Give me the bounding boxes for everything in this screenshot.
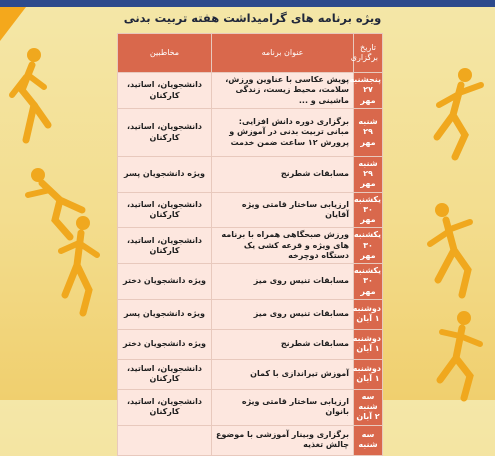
row-date: دوشنبه ۱ آبان <box>354 299 383 329</box>
schedule-table-container <box>117 33 383 450</box>
row-title: ارزیابی ساختار قامتی ویژه بانوان <box>212 389 354 425</box>
athlete-figure-right-top <box>425 65 490 160</box>
row-audience: دانشجویان، اساتید، کارکنان <box>118 109 212 157</box>
table-row <box>118 73 383 109</box>
row-audience <box>118 425 212 455</box>
athlete-figure-right-bottom <box>430 310 490 400</box>
row-title: ارزیابی ساختار قامتی ویژه آقایان <box>212 192 354 228</box>
schedule-table <box>117 33 383 456</box>
row-date: دوشنبه ۱ آبان <box>354 359 383 389</box>
row-audience: دانشجویان، اساتید، کارکنان <box>118 228 212 264</box>
row-date: سه شنبه ۲ آبان <box>354 389 383 425</box>
row-date: یکشنبه ۳۰ مهر <box>354 264 383 300</box>
row-title: مسابقات تنیس روی میز <box>212 299 354 329</box>
row-title: برگزاری وبینار آموزشی با موضوع چالش تغذیه <box>212 425 354 455</box>
header-title: عنوان برنامه <box>212 34 354 73</box>
row-audience: ویژه دانشجویان دختر <box>118 329 212 359</box>
row-date: یکشنبه ۳۰ مهر <box>354 228 383 264</box>
row-date: شنبه ۲۹ مهر <box>354 157 383 193</box>
header-date: تاریخ برگزاری <box>354 34 383 73</box>
corner-accent <box>0 7 26 41</box>
row-audience: دانشجویان، اساتید، کارکنان <box>118 359 212 389</box>
table-row <box>118 157 383 193</box>
row-title: مسابقات شطرنج <box>212 329 354 359</box>
row-date: دوشنبه ۱ آبان <box>354 329 383 359</box>
row-title: برگزاری دوره دانش افزایی: مبانی تربیت بدنی در آموزش و پرورش ۱۲ ساعت ضمن خدمت <box>212 109 354 157</box>
row-audience: ویژه دانشجویان پسر <box>118 157 212 193</box>
table-row <box>118 264 383 300</box>
table-header-row <box>118 34 383 73</box>
row-audience: دانشجویان، اساتید، کارکنان <box>118 192 212 228</box>
row-date: سه شنبه <box>354 425 383 455</box>
athlete-figure-left-top <box>4 45 54 145</box>
row-title: آموزش تیراندازی با کمان <box>212 359 354 389</box>
row-title: مسابقات تنیس روی میز <box>212 264 354 300</box>
table-row <box>118 425 383 455</box>
table-row <box>118 228 383 264</box>
table-row <box>118 389 383 425</box>
table-row <box>118 299 383 329</box>
row-audience: دانشجویان، اساتید، کارکنان <box>118 389 212 425</box>
row-audience: ویژه دانشجویان دختر <box>118 264 212 300</box>
table-row <box>118 109 383 157</box>
row-date: یکشنبه ۳۰ مهر <box>354 192 383 228</box>
row-date: پنجشنبه ۲۷ مهر <box>354 73 383 109</box>
table-row <box>118 359 383 389</box>
row-title: مسابقات شطرنج <box>212 157 354 193</box>
row-title: پویش عکاسی با عناوین ورزش، سلامت، محیط زیست، زندگی ماشینی و ... <box>212 73 354 109</box>
row-date: شنبه ۲۹ مهر <box>354 109 383 157</box>
table-row <box>118 192 383 228</box>
table-row <box>118 329 383 359</box>
athlete-figure-left-bottom <box>55 215 105 315</box>
row-audience: ویژه دانشجویان پسر <box>118 299 212 329</box>
athlete-figure-right-mid <box>420 200 490 300</box>
row-title: ورزش صبحگاهی همراه با برنامه های ویژه و قرعه کشی یک دستگاه دوچرخه <box>212 228 354 264</box>
page-title: ویژه برنامه های گرامیداشت هفته تربیت بدنی <box>123 11 382 25</box>
header-audience: مخاطبین <box>118 34 212 73</box>
top-bar <box>0 0 495 7</box>
row-audience: دانشجویان، اساتید، کارکنان <box>118 73 212 109</box>
